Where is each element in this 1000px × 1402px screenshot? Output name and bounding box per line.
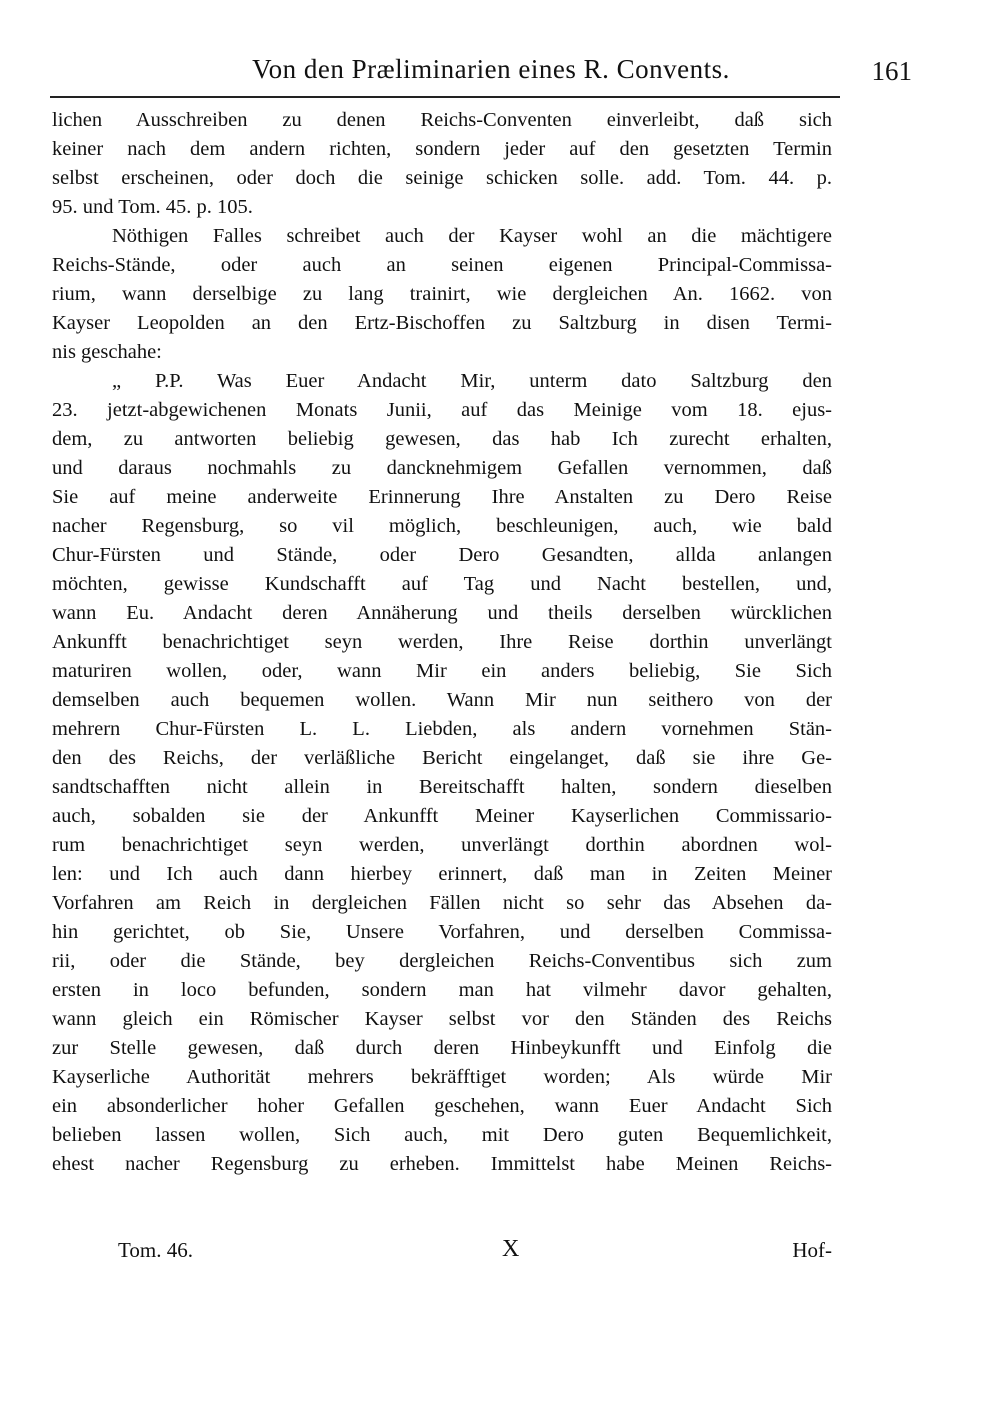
text-line: lichen Ausschreiben zu denen Reichs-Conventen einverleibt, daß sich bbox=[52, 109, 832, 131]
running-title: Von den Præliminarien eines R. Convents. bbox=[252, 54, 730, 84]
text-line: Kayserliche Authorität mehrers bekräfftiget worden; Als würde Mir bbox=[52, 1066, 832, 1088]
text-line: Reichs-Stände, oder auch an seinen eigenen Principal-Commissa- bbox=[52, 254, 832, 276]
text-line: ein absonderlicher hoher Gefallen geschehen, wann Euer Andacht Sich bbox=[52, 1095, 832, 1117]
page-footer bbox=[52, 1238, 832, 1268]
text-line: ehest nacher Regensburg zu erheben. Immittelst habe Meinen Reichs- bbox=[52, 1153, 832, 1175]
text-line: „ P.P. Was Euer Andacht Mir, unterm dato Saltzburg den bbox=[112, 370, 832, 392]
text-line: ersten in loco befunden, sondern man hat vilmehr davor gehalten, bbox=[52, 979, 832, 1001]
catchword: Hof- bbox=[792, 1238, 832, 1262]
text-line: zur Stelle gewesen, daß durch deren Hinbeykunfft und Einfolg die bbox=[52, 1037, 832, 1059]
running-head bbox=[70, 50, 912, 90]
text-line: rum benachrichtiget seyn werden, unverlängt dorthin abordnen wol- bbox=[52, 834, 832, 856]
text-line: len: und Ich auch dann hierbey erinnert, daß man in Zeiten Meiner bbox=[52, 863, 832, 885]
text-line: nis geschahe: bbox=[52, 341, 162, 363]
text-line: belieben lassen wollen, Sich auch, mit Dero guten Bequemlichkeit, bbox=[52, 1124, 832, 1146]
text-line: rium, wann derselbige zu lang trainirt, wie dergleichen An. 1662. von bbox=[52, 283, 832, 305]
header-rule bbox=[50, 96, 840, 98]
text-line: rii, oder die Stände, bey dergleichen Reichs-Conventibus sich zum bbox=[52, 950, 832, 972]
text-line: dem, zu antworten beliebig gewesen, das hab Ich zurecht erhalten, bbox=[52, 428, 832, 450]
text-line: wann Eu. Andacht deren Annäherung und theils derselben würcklichen bbox=[52, 602, 832, 624]
text-line: demselben auch bequemen wollen. Wann Mir nun seithero von der bbox=[52, 689, 832, 711]
text-line: keiner nach dem andern richten, sondern jeder auf den gesetzten Termin bbox=[52, 138, 832, 160]
text-line: Nöthigen Falles schreibet auch der Kayser wohl an die mächtigere bbox=[112, 225, 832, 247]
text-line: Chur-Fürsten und Stände, oder Dero Gesandten, allda anlangen bbox=[52, 544, 832, 566]
text-line: wann gleich ein Römischer Kayser selbst vor den Ständen des Reichs bbox=[52, 1008, 832, 1030]
text-line: mehrern Chur-Fürsten L. L. Liebden, als andern vornehmen Stän- bbox=[52, 718, 832, 740]
text-line: Sie auf meine anderweite Erinnerung Ihre Anstalten zu Dero Reise bbox=[52, 486, 832, 508]
page-number: 161 bbox=[871, 56, 912, 86]
signature-mark: X bbox=[502, 1236, 520, 1262]
text-line: nacher Regensburg, so vil möglich, beschleunigen, auch, wie bald bbox=[52, 515, 832, 537]
text-line: Ankunfft benachrichtiget seyn werden, Ihre Reise dorthin unverlängt bbox=[52, 631, 832, 653]
text-line: Kayser Leopolden an den Ertz-Bischoffen zu Saltzburg in disen Termi- bbox=[52, 312, 832, 334]
text-line: hin gerichtet, ob Sie, Unsere Vorfahren, und derselben Commissa- bbox=[52, 921, 832, 943]
text-line: sandtschafften nicht allein in Bereitschafft halten, sondern dieselben bbox=[52, 776, 832, 798]
volume-reference: Tom. 46. bbox=[118, 1238, 193, 1262]
text-line: den des Reichs, der verläßliche Bericht eingelanget, daß sie ihre Ge- bbox=[52, 747, 832, 769]
text-line: 23. jetzt-abgewichenen Monats Junii, auf das Meinige vom 18. ejus- bbox=[52, 399, 832, 421]
text-line: möchten, gewisse Kundschafft auf Tag und Nacht bestellen, und, bbox=[52, 573, 832, 595]
text-line: Vorfahren am Reich in dergleichen Fällen nicht so sehr das Absehen da- bbox=[52, 892, 832, 914]
text-line: selbst erscheinen, oder doch die seinige schicken solle. add. Tom. 44. p. bbox=[52, 167, 832, 189]
text-line: maturiren wollen, oder, wann Mir ein anders beliebig, Sie Sich bbox=[52, 660, 832, 682]
text-line: und daraus nochmahls zu dancknehmigem Gefallen vernommen, daß bbox=[52, 457, 832, 479]
body-text bbox=[52, 106, 832, 1179]
text-line: auch, sobalden sie der Ankunfft Meiner Kayserlichen Commissario- bbox=[52, 805, 832, 827]
text-line: 95. und Tom. 45. p. 105. bbox=[52, 196, 253, 218]
